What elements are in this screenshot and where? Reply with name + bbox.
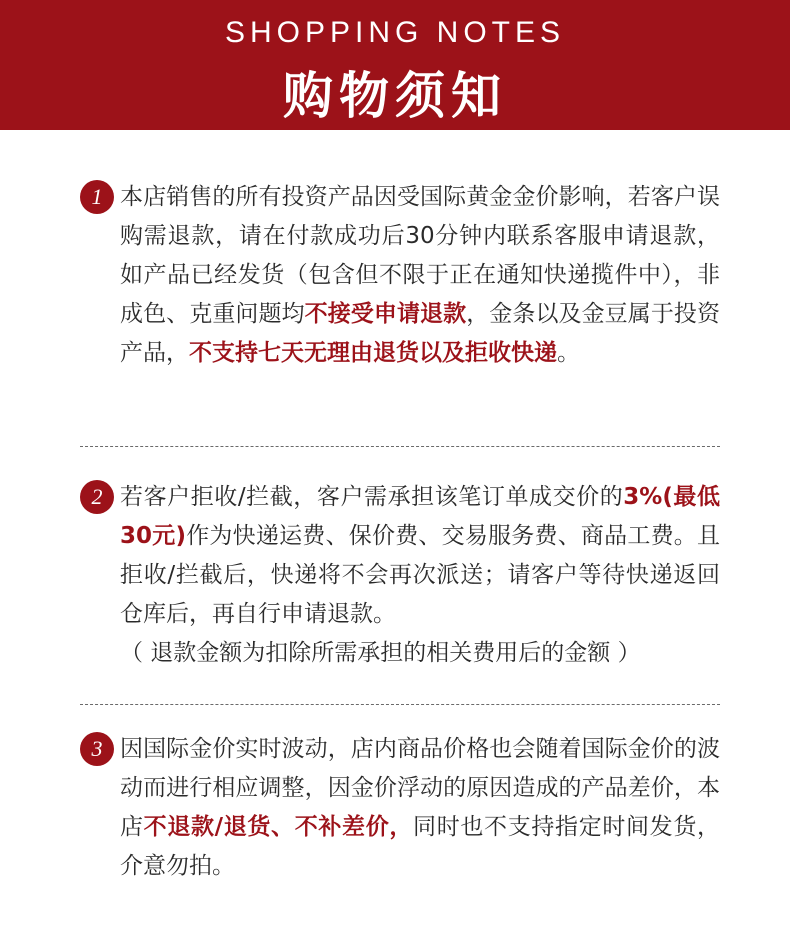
note-2-segment: 作为快递运费、保价费、交易服务费、商品工费。且拒收/拦截后，快递将不会再次派送；请客户等待快递返回仓库后，再自行申请退款。 <box>120 523 720 627</box>
header-title-en: SHOPPING NOTES <box>224 16 566 49</box>
note-text-2 <box>120 478 720 673</box>
number-badge-1: 1 <box>80 180 114 214</box>
note-2-footnote: （ 退款金额为扣除所需承担的相关费用后的金额 ） <box>120 640 641 666</box>
note-3-highlight: 不退款/退货、不补差价， <box>143 814 414 840</box>
note-2-highlight: 3%(最低30元) <box>120 484 720 549</box>
header-banner <box>0 0 790 130</box>
note-3-segment: 因国际金价实时波动，店内商品价格也会随着国际金价的波动而进行相应调整，因金价浮动的原因造成的产品差价，本店 <box>120 736 720 840</box>
number-badge-2: 2 <box>80 480 114 514</box>
dashed-divider <box>80 704 720 705</box>
note-1-segment: 本店销售的所有投资产品因受国际黄金金价影响，若客户误购需退款，请在付款成功后30分钟内联系客服申请退款，如产品已经发货（包含但不限于正在通知快递揽件中），非成色、克重问题均 <box>120 184 720 327</box>
note-1-highlight: 不接受申请退款 <box>304 301 467 327</box>
number-badge-3: 3 <box>80 732 114 766</box>
note-1-highlight: 不支持七天无理由退货以及拒收快递 <box>189 340 557 366</box>
note-text-1 <box>120 178 720 373</box>
note-1-segment: ，金条以及金豆属于投资产品， <box>120 301 721 366</box>
note-text-3 <box>120 730 720 886</box>
note-1-segment: 。 <box>557 340 580 366</box>
header-title-zh: 购物须知 <box>283 67 507 125</box>
note-2-segment: 若客户拒收/拦截，客户需承担该笔订单成交价的 <box>120 484 624 510</box>
note-3-segment: 同时也不支持指定时间发货，介意勿拍。 <box>120 814 721 879</box>
dashed-divider <box>80 446 720 447</box>
